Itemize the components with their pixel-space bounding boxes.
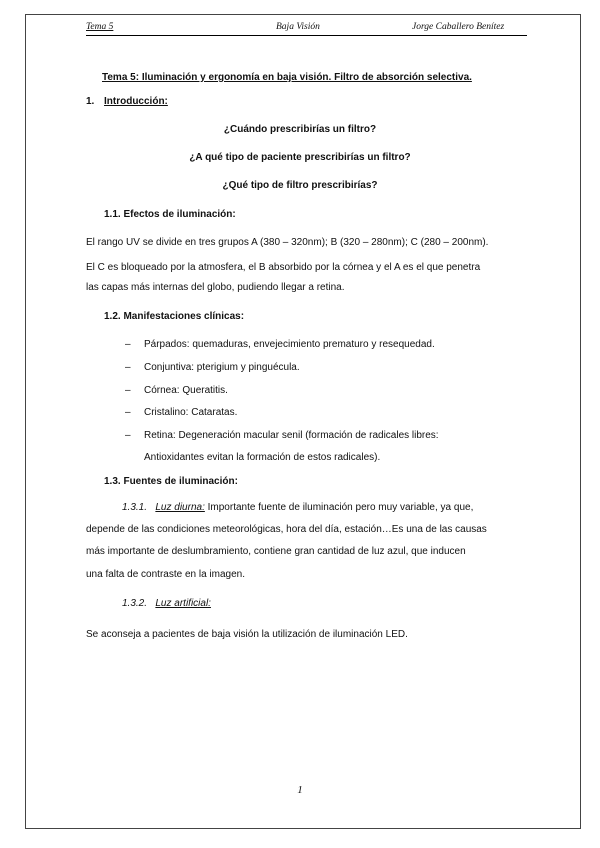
section-title: Introducción: [104, 96, 168, 107]
header-center: Baja Visión [276, 22, 320, 32]
subsection-title: 1.1. Efectos de iluminación: [104, 209, 236, 220]
question-3: ¿Qué tipo de filtro prescribirías? [222, 180, 378, 191]
list-item: Córnea: Queratitis. [144, 385, 228, 396]
paragraph-line: El rango UV se divide en tres grupos A (380 – 320nm); B (320 – 280nm); C (280 – 200nm). [86, 237, 489, 248]
header-left: Tema 5 [86, 22, 114, 32]
question-1: ¿Cuándo prescribirías un filtro? [223, 124, 377, 135]
subsection-title: 1.3. Fuentes de iluminación: [104, 476, 238, 487]
bullet-dash: – [125, 339, 131, 350]
page-number: 1 [297, 784, 303, 796]
list-item: Retina: Degeneración macular senil (formación de radicales libres: [144, 430, 439, 441]
item-number: 1.3.2. [122, 598, 148, 609]
list-item: Cristalino: Cataratas. [144, 407, 238, 418]
item-label: Luz diurna: [155, 502, 205, 513]
bullet-dash: – [125, 385, 131, 396]
paragraph-line: Se aconseja a pacientes de baja visión la utilización de iluminación LED. [86, 629, 408, 640]
item-heading [122, 598, 211, 610]
list-item: Conjuntiva: pterigium y pinguécula. [144, 362, 300, 373]
header-rule [86, 35, 527, 36]
item-text: Importante fuente de iluminación pero muy variable, ya que, [204, 502, 474, 513]
header-right: Jorge Caballero Benítez [412, 22, 505, 32]
list-item: Párpados: quemaduras, envejecimiento prematuro y resequedad. [144, 339, 435, 350]
paragraph-line: una falta de contraste en la imagen. [86, 569, 245, 580]
section-number: 1. [86, 96, 95, 107]
bullet-dash: – [125, 362, 131, 373]
bullet-dash: – [125, 407, 131, 418]
bullet-dash: – [125, 430, 131, 441]
paragraph-line: más importante de deslumbramiento, contiene gran cantidad de luz azul, que inducen [86, 546, 466, 557]
paragraph-line: las capas más internas del globo, pudiendo llegar a retina. [86, 282, 345, 293]
item-number: 1.3.1. [122, 502, 148, 513]
item-label: Luz artificial: [155, 598, 211, 609]
paragraph-line: depende de las condiciones meteorológicas, hora del día, estación…Es una de las causas [86, 524, 487, 535]
paragraph-first-line [122, 502, 473, 514]
question-2: ¿A qué tipo de paciente prescribirías un filtro? [189, 152, 411, 163]
paragraph-line: El C es bloqueado por la atmosfera, el B absorbido por la córnea y el A es el que penetra [86, 262, 481, 273]
page-title: Tema 5: Iluminación y ergonomía en baja visión. Filtro de absorción selectiva. [102, 72, 472, 83]
page-border [25, 14, 581, 829]
list-item-continued: Antioxidantes evitan la formación de estos radicales). [144, 452, 381, 463]
subsection-title: 1.2. Manifestaciones clínicas: [104, 311, 245, 322]
